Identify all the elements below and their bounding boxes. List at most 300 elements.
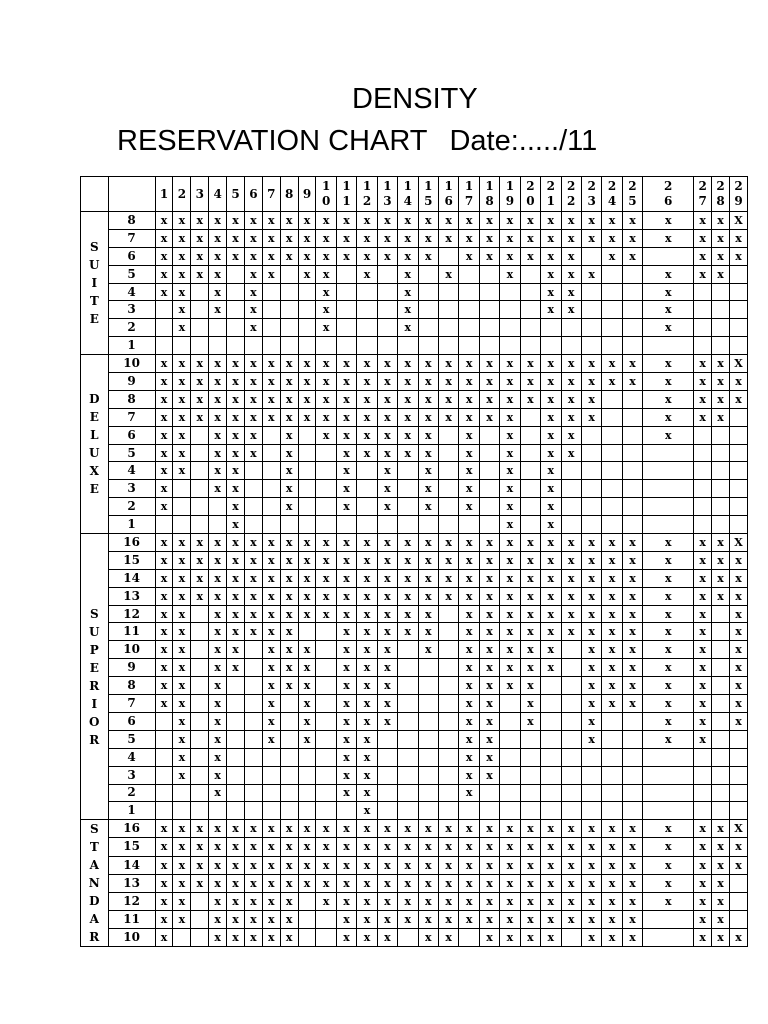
reservation-cell[interactable]: x <box>712 856 730 874</box>
reservation-cell[interactable] <box>712 748 730 766</box>
reservation-cell[interactable]: x <box>209 283 227 301</box>
reservation-cell[interactable]: x <box>298 569 316 587</box>
reservation-cell[interactable]: x <box>191 551 209 569</box>
reservation-cell[interactable]: x <box>541 551 561 569</box>
reservation-cell[interactable]: x <box>377 390 397 408</box>
reservation-cell[interactable]: x <box>418 498 438 516</box>
reservation-cell[interactable] <box>459 802 479 820</box>
reservation-cell[interactable]: x <box>336 892 356 910</box>
reservation-cell[interactable] <box>730 426 748 444</box>
reservation-cell[interactable] <box>520 784 540 802</box>
reservation-cell[interactable]: x <box>459 766 479 784</box>
reservation-cell[interactable]: x <box>712 408 730 426</box>
reservation-cell[interactable]: x <box>622 892 642 910</box>
reservation-cell[interactable]: x <box>357 695 377 713</box>
reservation-cell[interactable]: x <box>479 587 499 605</box>
reservation-cell[interactable] <box>280 712 298 730</box>
reservation-cell[interactable]: x <box>357 892 377 910</box>
reservation-cell[interactable] <box>418 695 438 713</box>
reservation-cell[interactable]: x <box>155 641 173 659</box>
reservation-cell[interactable] <box>622 426 642 444</box>
reservation-cell[interactable]: x <box>561 408 581 426</box>
reservation-cell[interactable] <box>561 498 581 516</box>
reservation-cell[interactable] <box>561 659 581 677</box>
reservation-cell[interactable]: x <box>244 929 262 947</box>
reservation-cell[interactable]: x <box>377 480 397 498</box>
reservation-cell[interactable]: x <box>398 569 418 587</box>
reservation-cell[interactable]: x <box>602 229 622 247</box>
reservation-cell[interactable]: x <box>730 641 748 659</box>
reservation-cell[interactable]: x <box>418 820 438 838</box>
reservation-cell[interactable]: x <box>377 355 397 373</box>
reservation-cell[interactable]: x <box>712 892 730 910</box>
reservation-cell[interactable] <box>336 265 356 283</box>
reservation-cell[interactable]: x <box>244 892 262 910</box>
reservation-cell[interactable]: x <box>694 373 712 391</box>
reservation-cell[interactable]: x <box>643 265 694 283</box>
reservation-cell[interactable]: x <box>643 874 694 892</box>
reservation-cell[interactable]: x <box>280 820 298 838</box>
reservation-cell[interactable] <box>694 426 712 444</box>
reservation-cell[interactable]: x <box>227 910 245 928</box>
reservation-cell[interactable]: x <box>730 623 748 641</box>
reservation-cell[interactable] <box>298 802 316 820</box>
reservation-cell[interactable]: x <box>227 587 245 605</box>
reservation-cell[interactable]: x <box>280 480 298 498</box>
reservation-cell[interactable] <box>541 802 561 820</box>
reservation-cell[interactable]: x <box>209 892 227 910</box>
reservation-cell[interactable] <box>244 766 262 784</box>
reservation-cell[interactable]: x <box>694 551 712 569</box>
reservation-cell[interactable]: x <box>561 265 581 283</box>
reservation-cell[interactable]: x <box>602 856 622 874</box>
reservation-cell[interactable]: x <box>316 229 336 247</box>
reservation-cell[interactable] <box>602 802 622 820</box>
reservation-cell[interactable]: x <box>459 444 479 462</box>
reservation-cell[interactable]: x <box>730 695 748 713</box>
reservation-cell[interactable]: x <box>227 426 245 444</box>
reservation-cell[interactable]: x <box>500 677 520 695</box>
reservation-cell[interactable] <box>280 748 298 766</box>
reservation-cell[interactable]: x <box>730 605 748 623</box>
reservation-cell[interactable]: x <box>500 462 520 480</box>
reservation-cell[interactable]: x <box>244 283 262 301</box>
reservation-cell[interactable]: x <box>541 856 561 874</box>
reservation-cell[interactable]: x <box>155 247 173 265</box>
reservation-cell[interactable] <box>712 802 730 820</box>
reservation-cell[interactable]: x <box>227 229 245 247</box>
reservation-cell[interactable]: x <box>336 623 356 641</box>
reservation-cell[interactable]: x <box>316 856 336 874</box>
reservation-cell[interactable] <box>602 265 622 283</box>
reservation-cell[interactable]: x <box>155 569 173 587</box>
reservation-cell[interactable]: x <box>459 587 479 605</box>
reservation-cell[interactable]: x <box>643 551 694 569</box>
reservation-cell[interactable] <box>459 283 479 301</box>
reservation-cell[interactable]: x <box>209 874 227 892</box>
reservation-cell[interactable]: x <box>694 641 712 659</box>
reservation-cell[interactable]: x <box>209 910 227 928</box>
reservation-cell[interactable] <box>561 337 581 355</box>
reservation-cell[interactable]: x <box>398 265 418 283</box>
reservation-cell[interactable]: x <box>377 408 397 426</box>
reservation-cell[interactable]: x <box>418 623 438 641</box>
reservation-cell[interactable] <box>398 516 418 534</box>
reservation-cell[interactable]: x <box>643 569 694 587</box>
reservation-cell[interactable]: x <box>541 444 561 462</box>
reservation-cell[interactable]: x <box>418 587 438 605</box>
reservation-cell[interactable]: x <box>561 569 581 587</box>
reservation-cell[interactable] <box>520 766 540 784</box>
reservation-cell[interactable] <box>280 695 298 713</box>
reservation-cell[interactable]: x <box>377 605 397 623</box>
reservation-cell[interactable] <box>730 766 748 784</box>
reservation-cell[interactable] <box>209 498 227 516</box>
reservation-cell[interactable]: x <box>209 820 227 838</box>
reservation-cell[interactable] <box>520 516 540 534</box>
reservation-cell[interactable]: x <box>336 247 356 265</box>
reservation-cell[interactable]: x <box>561 551 581 569</box>
reservation-cell[interactable]: x <box>694 677 712 695</box>
reservation-cell[interactable]: x <box>155 677 173 695</box>
reservation-cell[interactable]: x <box>316 212 336 230</box>
reservation-cell[interactable]: x <box>479 605 499 623</box>
reservation-cell[interactable]: x <box>438 551 458 569</box>
reservation-cell[interactable]: x <box>459 910 479 928</box>
reservation-cell[interactable]: x <box>438 229 458 247</box>
reservation-cell[interactable] <box>357 337 377 355</box>
reservation-cell[interactable] <box>479 265 499 283</box>
reservation-cell[interactable]: x <box>173 641 191 659</box>
reservation-cell[interactable]: x <box>459 408 479 426</box>
reservation-cell[interactable]: x <box>622 910 642 928</box>
reservation-cell[interactable] <box>622 730 642 748</box>
reservation-cell[interactable] <box>227 802 245 820</box>
reservation-cell[interactable] <box>520 283 540 301</box>
reservation-cell[interactable]: x <box>479 247 499 265</box>
reservation-cell[interactable]: x <box>209 426 227 444</box>
reservation-cell[interactable]: x <box>209 534 227 552</box>
reservation-cell[interactable]: x <box>377 929 397 947</box>
reservation-cell[interactable]: x <box>479 390 499 408</box>
reservation-cell[interactable]: x <box>280 408 298 426</box>
reservation-cell[interactable]: x <box>418 641 438 659</box>
reservation-cell[interactable] <box>602 319 622 337</box>
reservation-cell[interactable]: x <box>280 569 298 587</box>
reservation-cell[interactable] <box>316 910 336 928</box>
reservation-cell[interactable]: x <box>500 569 520 587</box>
reservation-cell[interactable]: x <box>459 498 479 516</box>
reservation-cell[interactable] <box>730 480 748 498</box>
reservation-cell[interactable]: x <box>357 929 377 947</box>
reservation-cell[interactable]: x <box>262 641 280 659</box>
reservation-cell[interactable]: x <box>602 373 622 391</box>
reservation-cell[interactable]: x <box>244 623 262 641</box>
reservation-cell[interactable] <box>262 462 280 480</box>
reservation-cell[interactable]: x <box>622 373 642 391</box>
reservation-cell[interactable] <box>418 319 438 337</box>
reservation-cell[interactable]: x <box>173 659 191 677</box>
reservation-cell[interactable]: x <box>438 265 458 283</box>
reservation-cell[interactable] <box>298 283 316 301</box>
reservation-cell[interactable]: x <box>438 892 458 910</box>
reservation-cell[interactable] <box>227 766 245 784</box>
reservation-cell[interactable] <box>191 516 209 534</box>
reservation-cell[interactable]: x <box>520 355 540 373</box>
reservation-cell[interactable] <box>438 498 458 516</box>
reservation-cell[interactable]: x <box>336 373 356 391</box>
reservation-cell[interactable] <box>298 516 316 534</box>
reservation-cell[interactable] <box>602 301 622 319</box>
reservation-cell[interactable]: x <box>643 677 694 695</box>
reservation-cell[interactable]: x <box>227 838 245 856</box>
reservation-cell[interactable]: x <box>581 390 601 408</box>
reservation-cell[interactable]: x <box>209 856 227 874</box>
reservation-cell[interactable] <box>298 444 316 462</box>
reservation-cell[interactable] <box>581 784 601 802</box>
reservation-cell[interactable]: x <box>643 283 694 301</box>
reservation-cell[interactable] <box>398 462 418 480</box>
reservation-cell[interactable]: x <box>712 247 730 265</box>
reservation-cell[interactable]: x <box>227 820 245 838</box>
reservation-cell[interactable]: x <box>694 247 712 265</box>
reservation-cell[interactable]: x <box>191 838 209 856</box>
reservation-cell[interactable] <box>602 784 622 802</box>
reservation-cell[interactable] <box>438 623 458 641</box>
reservation-cell[interactable]: x <box>316 265 336 283</box>
reservation-cell[interactable]: x <box>459 838 479 856</box>
reservation-cell[interactable] <box>730 283 748 301</box>
reservation-cell[interactable]: x <box>520 569 540 587</box>
reservation-cell[interactable]: x <box>336 695 356 713</box>
reservation-cell[interactable] <box>316 498 336 516</box>
reservation-cell[interactable]: x <box>459 426 479 444</box>
reservation-cell[interactable]: x <box>694 856 712 874</box>
reservation-cell[interactable] <box>377 784 397 802</box>
reservation-cell[interactable] <box>398 695 418 713</box>
reservation-cell[interactable]: x <box>520 390 540 408</box>
reservation-cell[interactable] <box>459 929 479 947</box>
reservation-cell[interactable] <box>712 677 730 695</box>
reservation-cell[interactable] <box>191 659 209 677</box>
reservation-cell[interactable]: x <box>244 373 262 391</box>
reservation-cell[interactable] <box>209 319 227 337</box>
reservation-cell[interactable]: x <box>227 929 245 947</box>
reservation-cell[interactable]: x <box>438 569 458 587</box>
reservation-cell[interactable] <box>581 802 601 820</box>
reservation-cell[interactable] <box>712 605 730 623</box>
reservation-cell[interactable]: x <box>155 587 173 605</box>
reservation-cell[interactable]: x <box>173 408 191 426</box>
reservation-cell[interactable] <box>643 516 694 534</box>
reservation-cell[interactable] <box>244 802 262 820</box>
reservation-cell[interactable] <box>398 802 418 820</box>
reservation-cell[interactable] <box>712 283 730 301</box>
reservation-cell[interactable]: x <box>561 444 581 462</box>
reservation-cell[interactable]: x <box>191 534 209 552</box>
reservation-cell[interactable] <box>520 444 540 462</box>
reservation-cell[interactable] <box>377 265 397 283</box>
reservation-cell[interactable] <box>438 426 458 444</box>
reservation-cell[interactable]: x <box>209 605 227 623</box>
reservation-cell[interactable]: x <box>541 283 561 301</box>
reservation-cell[interactable] <box>643 784 694 802</box>
reservation-cell[interactable]: x <box>643 820 694 838</box>
reservation-cell[interactable]: x <box>398 856 418 874</box>
reservation-cell[interactable]: x <box>357 390 377 408</box>
reservation-cell[interactable] <box>191 498 209 516</box>
reservation-cell[interactable]: x <box>155 373 173 391</box>
reservation-cell[interactable]: x <box>262 212 280 230</box>
reservation-cell[interactable] <box>398 784 418 802</box>
reservation-cell[interactable]: x <box>336 748 356 766</box>
reservation-cell[interactable] <box>694 319 712 337</box>
reservation-cell[interactable]: x <box>209 641 227 659</box>
reservation-cell[interactable] <box>191 677 209 695</box>
reservation-cell[interactable]: x <box>398 283 418 301</box>
reservation-cell[interactable]: x <box>479 641 499 659</box>
reservation-cell[interactable]: x <box>418 534 438 552</box>
reservation-cell[interactable]: x <box>418 551 438 569</box>
reservation-cell[interactable]: x <box>209 748 227 766</box>
reservation-cell[interactable]: x <box>357 874 377 892</box>
reservation-cell[interactable] <box>561 695 581 713</box>
reservation-cell[interactable]: x <box>280 677 298 695</box>
reservation-cell[interactable] <box>712 730 730 748</box>
reservation-cell[interactable]: x <box>398 426 418 444</box>
reservation-cell[interactable]: x <box>541 659 561 677</box>
reservation-cell[interactable] <box>298 498 316 516</box>
reservation-cell[interactable] <box>173 516 191 534</box>
reservation-cell[interactable]: x <box>622 838 642 856</box>
reservation-cell[interactable]: X <box>730 355 748 373</box>
reservation-cell[interactable]: x <box>173 534 191 552</box>
reservation-cell[interactable]: x <box>479 355 499 373</box>
reservation-cell[interactable] <box>622 265 642 283</box>
reservation-cell[interactable]: x <box>459 247 479 265</box>
reservation-cell[interactable]: x <box>694 587 712 605</box>
reservation-cell[interactable]: x <box>357 426 377 444</box>
reservation-cell[interactable] <box>336 802 356 820</box>
reservation-cell[interactable]: x <box>209 569 227 587</box>
reservation-cell[interactable]: x <box>479 838 499 856</box>
reservation-cell[interactable]: x <box>173 551 191 569</box>
reservation-cell[interactable]: x <box>357 265 377 283</box>
reservation-cell[interactable]: x <box>541 498 561 516</box>
reservation-cell[interactable]: x <box>459 212 479 230</box>
reservation-cell[interactable]: x <box>398 892 418 910</box>
reservation-cell[interactable]: x <box>418 929 438 947</box>
reservation-cell[interactable]: x <box>643 534 694 552</box>
reservation-cell[interactable]: x <box>541 892 561 910</box>
reservation-cell[interactable] <box>602 462 622 480</box>
reservation-cell[interactable]: x <box>377 229 397 247</box>
reservation-cell[interactable]: x <box>581 355 601 373</box>
reservation-cell[interactable]: x <box>262 712 280 730</box>
reservation-cell[interactable]: x <box>227 534 245 552</box>
reservation-cell[interactable]: x <box>377 712 397 730</box>
reservation-cell[interactable] <box>712 695 730 713</box>
reservation-cell[interactable] <box>581 748 601 766</box>
reservation-cell[interactable] <box>520 337 540 355</box>
reservation-cell[interactable] <box>398 766 418 784</box>
reservation-cell[interactable]: x <box>316 569 336 587</box>
reservation-cell[interactable] <box>730 892 748 910</box>
reservation-cell[interactable]: x <box>155 462 173 480</box>
reservation-cell[interactable] <box>262 319 280 337</box>
reservation-cell[interactable] <box>622 319 642 337</box>
reservation-cell[interactable]: x <box>316 534 336 552</box>
reservation-cell[interactable] <box>418 659 438 677</box>
reservation-cell[interactable]: x <box>694 229 712 247</box>
reservation-cell[interactable]: x <box>280 929 298 947</box>
reservation-cell[interactable]: x <box>479 623 499 641</box>
reservation-cell[interactable] <box>316 659 336 677</box>
reservation-cell[interactable]: x <box>336 838 356 856</box>
reservation-cell[interactable] <box>602 730 622 748</box>
reservation-cell[interactable]: x <box>541 426 561 444</box>
reservation-cell[interactable]: x <box>357 355 377 373</box>
reservation-cell[interactable]: x <box>581 730 601 748</box>
reservation-cell[interactable] <box>500 730 520 748</box>
reservation-cell[interactable] <box>561 784 581 802</box>
reservation-cell[interactable]: x <box>694 695 712 713</box>
reservation-cell[interactable] <box>398 659 418 677</box>
reservation-cell[interactable] <box>622 301 642 319</box>
reservation-cell[interactable] <box>730 910 748 928</box>
reservation-cell[interactable]: x <box>730 659 748 677</box>
reservation-cell[interactable]: x <box>622 677 642 695</box>
reservation-cell[interactable] <box>479 444 499 462</box>
reservation-cell[interactable]: x <box>173 695 191 713</box>
reservation-cell[interactable]: x <box>459 677 479 695</box>
reservation-cell[interactable]: x <box>155 444 173 462</box>
reservation-cell[interactable]: x <box>298 695 316 713</box>
reservation-cell[interactable]: x <box>622 820 642 838</box>
reservation-cell[interactable]: x <box>622 212 642 230</box>
reservation-cell[interactable]: x <box>602 659 622 677</box>
reservation-cell[interactable]: x <box>622 929 642 947</box>
reservation-cell[interactable] <box>561 802 581 820</box>
reservation-cell[interactable] <box>155 301 173 319</box>
reservation-cell[interactable]: x <box>227 856 245 874</box>
reservation-cell[interactable]: x <box>500 838 520 856</box>
reservation-cell[interactable]: x <box>377 373 397 391</box>
reservation-cell[interactable]: x <box>500 587 520 605</box>
reservation-cell[interactable]: x <box>336 641 356 659</box>
reservation-cell[interactable]: x <box>227 516 245 534</box>
reservation-cell[interactable]: x <box>694 929 712 947</box>
reservation-cell[interactable]: x <box>227 498 245 516</box>
reservation-cell[interactable] <box>479 784 499 802</box>
reservation-cell[interactable]: x <box>357 247 377 265</box>
reservation-cell[interactable] <box>730 408 748 426</box>
reservation-cell[interactable]: x <box>500 355 520 373</box>
reservation-cell[interactable]: x <box>377 444 397 462</box>
reservation-cell[interactable] <box>377 730 397 748</box>
reservation-cell[interactable] <box>280 784 298 802</box>
reservation-cell[interactable]: x <box>244 229 262 247</box>
reservation-cell[interactable]: x <box>155 229 173 247</box>
reservation-cell[interactable] <box>316 929 336 947</box>
reservation-cell[interactable]: x <box>438 373 458 391</box>
reservation-cell[interactable]: x <box>244 534 262 552</box>
reservation-cell[interactable] <box>602 480 622 498</box>
reservation-cell[interactable] <box>191 802 209 820</box>
reservation-cell[interactable] <box>398 929 418 947</box>
reservation-cell[interactable]: x <box>541 516 561 534</box>
reservation-cell[interactable] <box>377 283 397 301</box>
